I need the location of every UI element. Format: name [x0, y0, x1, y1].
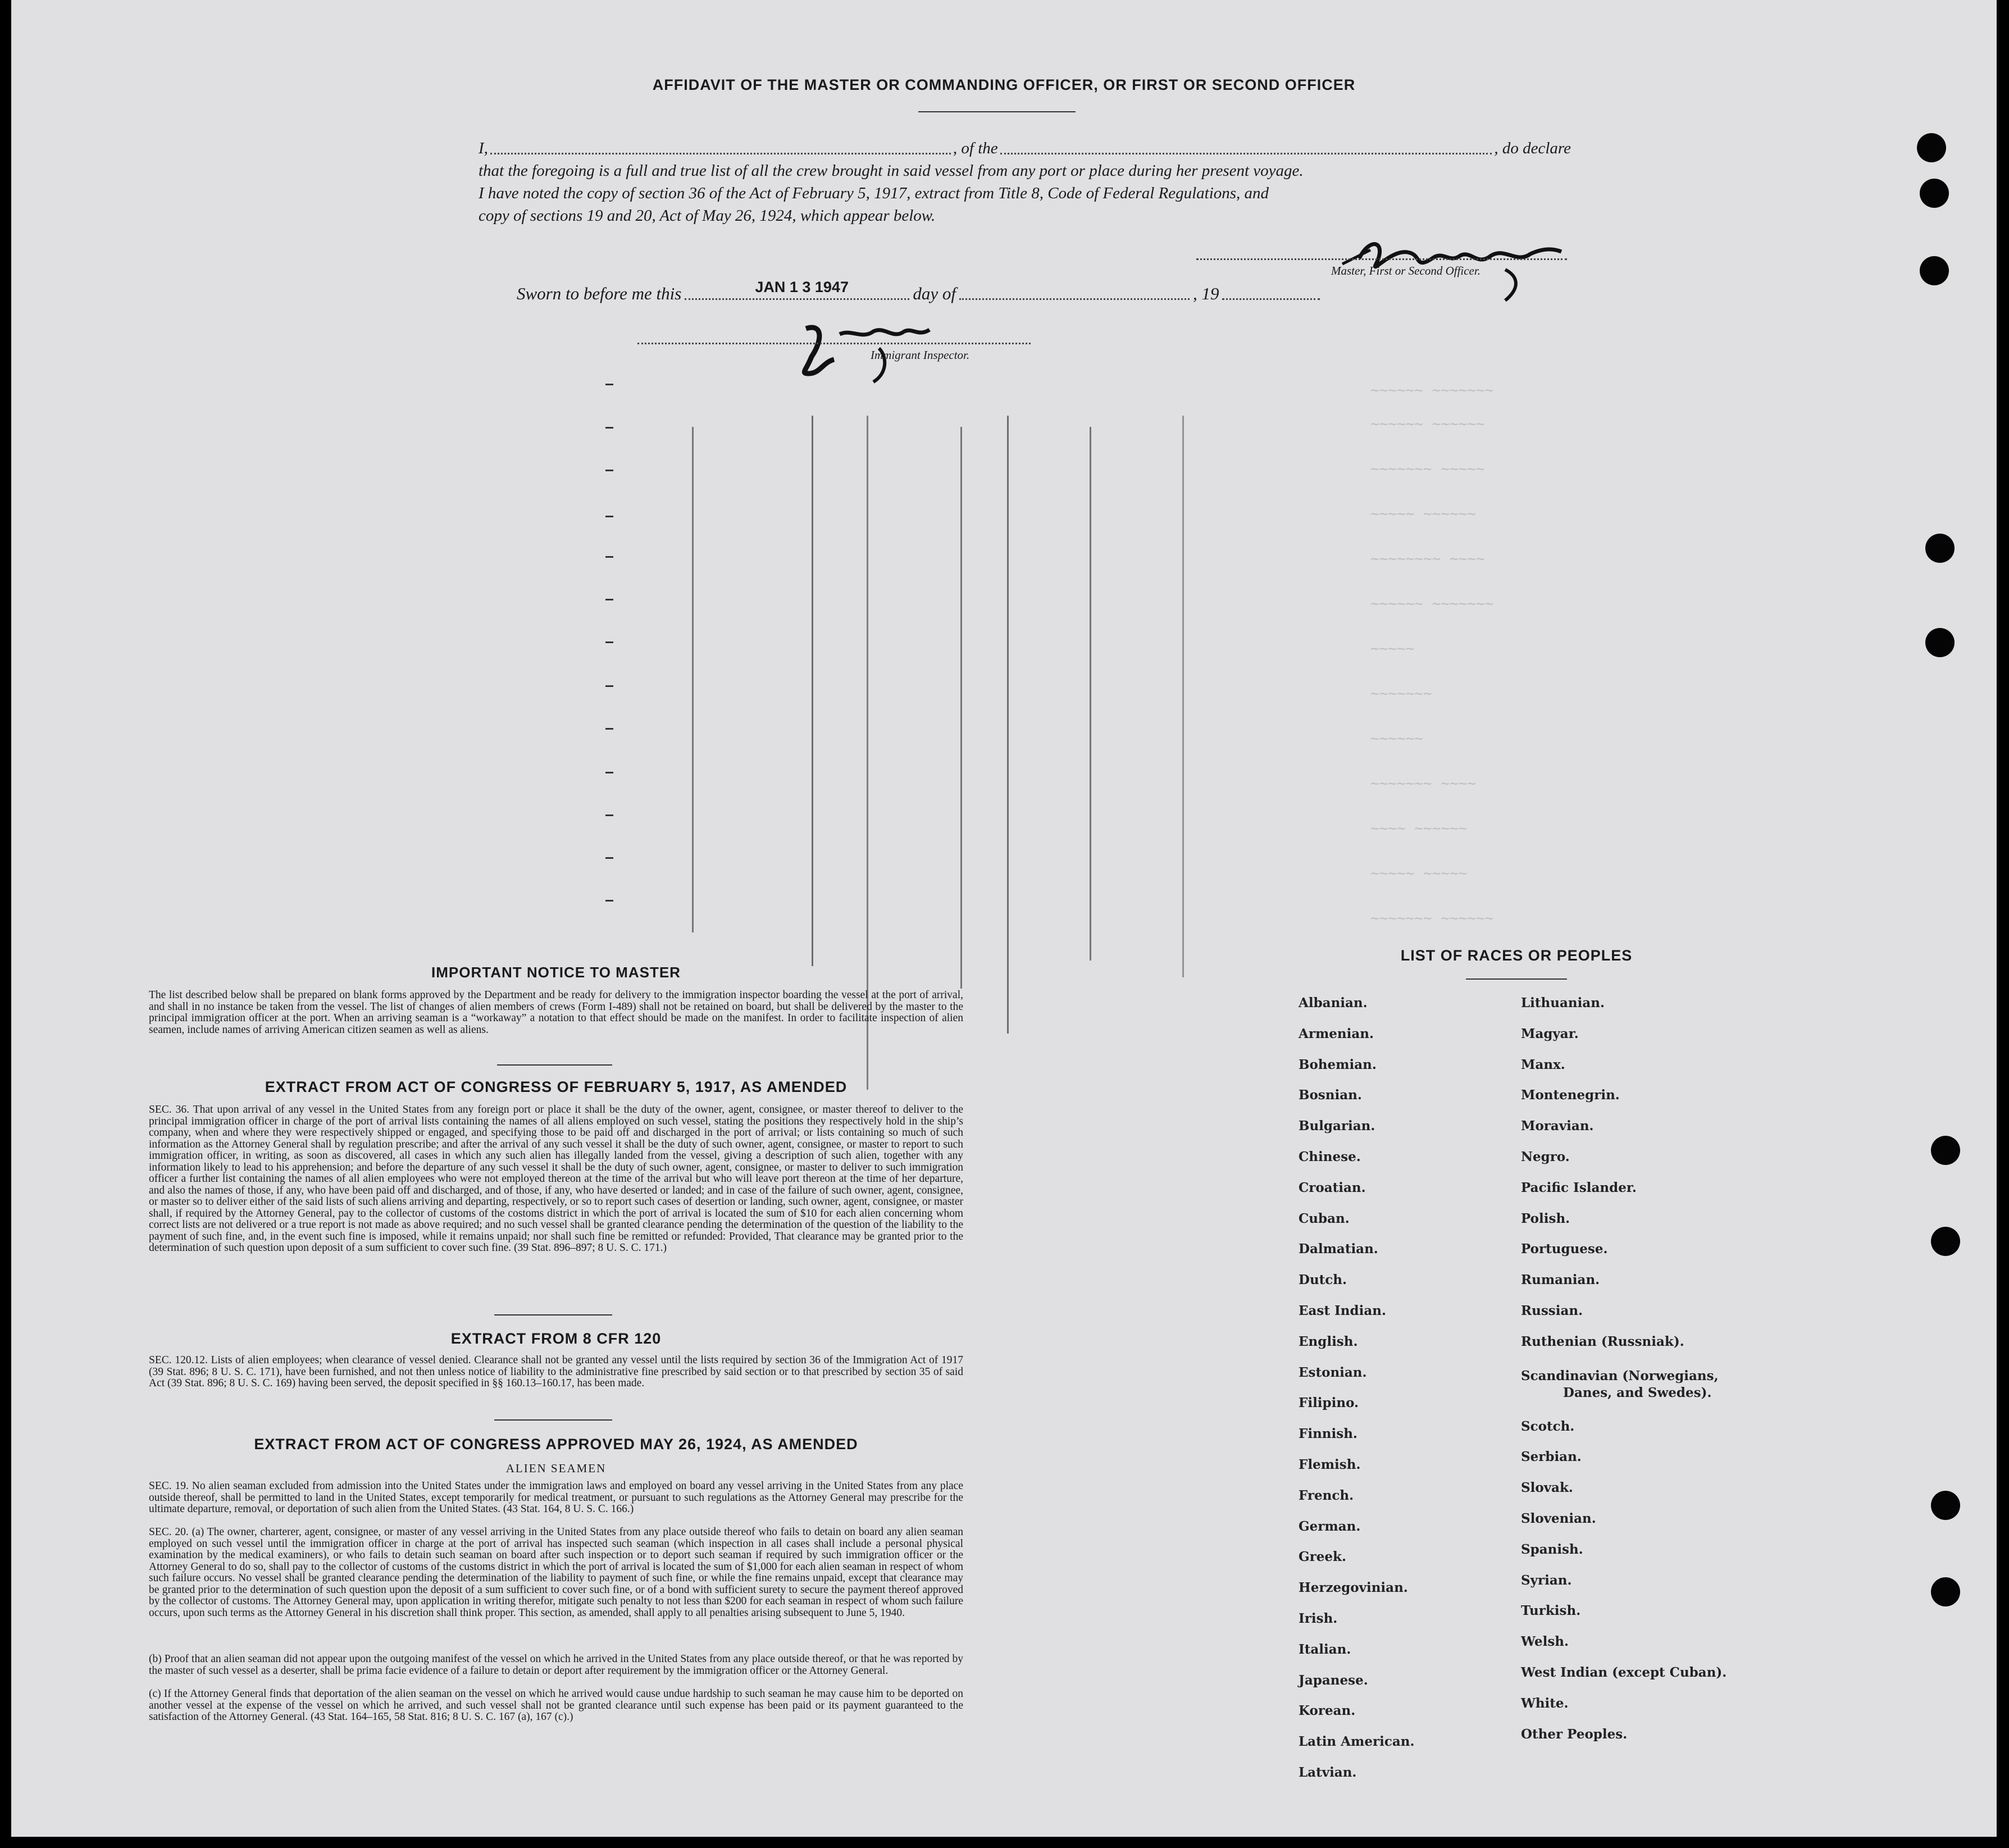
race-item: Dalmatian. — [1299, 1241, 1378, 1257]
sworn-date-blank — [685, 279, 909, 300]
punch-hole — [1920, 179, 1949, 208]
race-item: Slovak. — [1521, 1480, 1573, 1496]
race-item: Albanian. — [1299, 995, 1368, 1011]
section-rule — [494, 1419, 612, 1421]
race-item: Montenegrin. — [1521, 1087, 1620, 1103]
column-rule — [1090, 427, 1091, 961]
row-tick — [605, 599, 613, 600]
race-item: Slovenian. — [1521, 1510, 1596, 1526]
row-tick — [605, 900, 613, 902]
races-right-column — [1521, 995, 1835, 1757]
punch-hole — [1931, 1227, 1960, 1256]
race-item: Moravian. — [1521, 1118, 1594, 1134]
race-item: Syrian. — [1521, 1572, 1572, 1588]
race-item: White. — [1521, 1695, 1569, 1711]
vessel-blank — [1000, 153, 1492, 154]
section-rule — [497, 1064, 612, 1066]
race-item: Bulgarian. — [1299, 1118, 1375, 1134]
master-signature-line — [1196, 258, 1567, 260]
inspector-caption: Immigrant Inspector. — [871, 348, 970, 362]
date-stamp: JAN 1 3 1947 — [755, 279, 849, 295]
race-item: Turkish. — [1521, 1603, 1581, 1619]
race-item: English. — [1299, 1333, 1358, 1349]
race-item: German. — [1299, 1518, 1361, 1534]
race-item: Latin American. — [1299, 1734, 1415, 1750]
section-rule — [494, 1314, 612, 1316]
extract-cfr-text: SEC. 120.12. Lists of alien employees; when clearance of vessel denied. Clearance shall not be granted any vessel until the lists required by section 36 of the Immigration Act of 1917 (39 Stat. 896; 8 U. S. C. 171), have been furnished, and not then unless notice of liability to the administrative fine prescribed by said section or to that prescribed by section 35 of said Act (39 Stat. 896; 8 U. S. C. 169) having been served, the deposit specified in §§ 160.13–160.17, has been made. — [149, 1354, 963, 1389]
race-item: Japanese. — [1299, 1672, 1368, 1688]
row-tick — [605, 814, 613, 816]
affidavit-declare: , do declare — [1494, 139, 1571, 157]
race-item: Finnish. — [1299, 1426, 1357, 1442]
column-rule — [1007, 416, 1009, 1034]
race-item: Cuban. — [1299, 1210, 1350, 1226]
races-heading: LIST OF RACES OR PEOPLES — [1400, 947, 1633, 964]
affidavit-line3: I have noted the copy of section 36 of the Act of February 5, 1917, extract from Title 8, Code of Federal Regulations, and — [479, 184, 1269, 202]
affidavit-i: I, — [479, 139, 488, 157]
month-blank — [959, 298, 1190, 300]
race-item: French. — [1299, 1487, 1354, 1503]
punch-hole — [1931, 1491, 1960, 1520]
race-item: Magyar. — [1521, 1026, 1579, 1041]
race-item: West Indian (except Cuban). — [1521, 1664, 1727, 1680]
bleed-through-text: ~~~~~~ ~~~~~~~ ~~~~~~ ~~~~~~ ~~~~~~~ ~~~~~ ~~~~~ ~~~~~~ ~~~~~~~~ ~~~~ ~~~~~~ ~~~~~~~ ~~~~~ ~~~~~~~ ~~~~~~ ~~~~~~~ ~~~~ ~~~~ ~~~~~~ ~~~~~ ~~~~~ ~~~~~~~ ~~~~~~ — [1370, 382, 1494, 927]
race-item: Russian. — [1521, 1303, 1583, 1318]
master-caption: Master, First or Second Officer. — [1331, 264, 1480, 277]
affidavit-line2: that the foregoing is a full and true list of all the crew brought in said vessel from any port or place during her present voyage. — [479, 162, 1304, 180]
sec-20a-text: SEC. 20. (a) The owner, charterer, agent, consignee, or master of any vessel arriving in the United States from any place outside thereof who fails to detain on board any alien seaman employed on such vessel until the immigration officer in charge at the port of arrival has inspected such seaman (which inspection in all cases shall include a personal physical examination by the medical examiners), or who fails to detain such seaman on board after such inspection or to deport such seaman if required by such immigration officer or the Attorney General to do so, shall pay to the collector of customs of the customs district in which the port of arrival is located the sum of $1,000 for each alien seaman in respect of whom such failure occurs. No vessel shall be granted clearance pending the determination of the liability to payment of such fine, or while the fine remains unpaid, except that clearance may be granted prior to the determination of such question upon the deposit of a sum sufficient to cover such fine, or of a bond with sufficient surety to secure the payment thereof approved by the collector of customs. The Attorney General may, upon application in writing therefor, mitigate such penalty to not less than $200 for each seaman in respect of whom such failure occurs, upon such terms as the Attorney General in his discretion shall think proper. This section, as amended, shall apply to all penalties arising subsequent to June 5, 1940. — [149, 1526, 963, 1619]
races-left-column — [1299, 995, 1512, 1796]
year-blank — [1222, 298, 1320, 300]
race-item: Irish. — [1299, 1610, 1338, 1626]
race-item: Other Peoples. — [1521, 1726, 1628, 1742]
year-label: , 19 — [1192, 284, 1219, 303]
sec-19-text: SEC. 19. No alien seaman excluded from admission into the United States under the immigration laws and employed on board any vessel arriving in the United States from any place outside thereof, shall be permitted to land in the United States, except temporarily for medical treatment, or pursuant to such regulations as the Attorney General may prescribe for the ultimate departure, removal, or deportation of such alien from the United States. (43 Stat. 164, 8 U. S. C. 166.) — [149, 1480, 963, 1515]
race-item: Greek. — [1299, 1549, 1346, 1565]
race-item: Ruthenian (Russniak). — [1521, 1333, 1684, 1349]
row-tick — [605, 641, 613, 643]
column-rule — [867, 416, 868, 1090]
affidavit-line4: copy of sections 19 and 20, Act of May 26, 1924, which appear below. — [479, 207, 936, 225]
race-item: Flemish. — [1299, 1456, 1361, 1472]
sworn-label: Sworn to before me this — [517, 284, 682, 303]
day-of-label: day of — [913, 284, 956, 303]
row-tick — [605, 470, 613, 471]
heading-rule — [918, 111, 1076, 112]
race-item: Croatian. — [1299, 1180, 1366, 1195]
race-item: Filipino. — [1299, 1395, 1359, 1411]
race-item: Portuguese. — [1521, 1241, 1608, 1257]
column-rule — [692, 427, 694, 932]
notice-text: The list described below shall be prepared on blank forms approved by the Department and be ready for delivery to the immigration inspector boarding the vessel at the port of arrival, and shall in no instance be taken from the vessel. The list of changes of alien members of crews (Form I-489) shall not be retained on board, but shall be delivered by the master to the principal immigration officer at the port. When an arriving seaman is a “workaway” a notation to that effect should be made on the manifest. In order to facilitate inspection of alien seamen, include names of arriving American citizen seamen as well as aliens. — [149, 989, 963, 1036]
race-item: Pacific Islander. — [1521, 1180, 1637, 1195]
sec-20b-text: (b) Proof that an alien seaman did not appear upon the outgoing manifest of the vessel on which he arrived in the United States from any place outside thereof, or that he was reported by the master of such vessel as a deserter, shall be prima facie evidence of a failure to detain or deport after requirement by the immigration officer or the Attorney General. — [149, 1653, 963, 1677]
race-item: East Indian. — [1299, 1303, 1386, 1318]
row-tick — [605, 772, 613, 773]
document-page — [11, 0, 1997, 1837]
race-item: Estonian. — [1299, 1364, 1367, 1380]
race-item: Herzegovinian. — [1299, 1580, 1408, 1596]
race-item: Scandinavian (Norwegians, — [1521, 1368, 1719, 1383]
race-item: Italian. — [1299, 1641, 1351, 1657]
sec-20c-text: (c) If the Attorney General finds that deportation of the alien seaman on the vessel on which he arrived would cause undue hardship to such seaman he may cause him to be deported on another vessel at the expense of the vessel on which he arrived, and such vessel shall not be granted clearance until such expense has been paid or its payment guaranteed to the satisfaction of the Attorney General. (43 Stat. 164–165, 58 Stat. 816; 8 U. S. C. 167 (a), 167 (c).) — [149, 1688, 963, 1723]
races-heading-rule — [1466, 978, 1567, 980]
extract-1924-heading: EXTRACT FROM ACT OF CONGRESS APPROVED MAY 26, 1924, AS AMENDED — [254, 1436, 858, 1453]
race-item: Latvian. — [1299, 1764, 1357, 1780]
column-rule — [1182, 416, 1184, 977]
affidavit-line1 — [479, 139, 1571, 158]
extract-1917-text: SEC. 36. That upon arrival of any vessel in the United States from any foreign port or place it shall be the duty of the owner, agent, consignee, or master thereof to deliver to the principal immigration officer in charge of the port of arrival lists containing the names of all aliens employed on such vessel, stating the positions they respectively hold in the ship’s company, when and where they were respectively shipped or engaged, and specifying those to be paid off and discharged in the port of arrival; or lists containing so much of such information as the Attorney General shall by regulation prescribe; and after the arrival of any such vessel it shall be the duty of such owner, agent, consignee, or master to report to such immigration officer, in writing, as soon as discovered, all cases in which any such alien has illegally landed from the vessel, giving a description of such alien, together with any information likely to lead to his apprehension; and before the departure of any such vessel it shall be the duty of such owner, agent, consignee, or master to deliver to such immigration officer a further list containing the names of all alien employees who were not employed thereon at the time of the arrival but who will leave port thereon at the time of her departure, and also the names of those, if any, who have been paid off and discharged, and of those, if any, who have deserted or landed; and in case of the failure of such owner, agent, consignee, or master so to deliver either of the said lists of such aliens arriving and departing, respectively, or so to report such cases of desertion or landing, such owner, agent, consignee, or master shall, if required by the Attorney General, pay to the collector of customs of the costoms district in which the port of arrival is located the sum of $10 for each alien concerning whom correct lists are not delivered or a true report is not made as above required; and no such vessel shall be granted clearance pending the determination of the question of the liability to the payment of such fine, and, in the event such fine is imposed, while it remains unpaid; nor shall such fine be remitted or refunded: Provided, That clearance may be granted prior to the determination of such question upon deposit of a sum sufficient to cover such fine. (39 Stat. 896–897; 8 U. S. C. 171.) — [149, 1104, 963, 1254]
race-item: Negro. — [1521, 1149, 1570, 1164]
race-item: Welsh. — [1521, 1634, 1569, 1650]
punch-hole — [1931, 1136, 1960, 1165]
race-item: Serbian. — [1521, 1449, 1582, 1465]
row-tick — [605, 857, 613, 859]
punch-hole — [1920, 256, 1949, 285]
race-item: Armenian. — [1299, 1026, 1374, 1041]
column-rule — [960, 427, 962, 989]
race-item: Spanish. — [1521, 1541, 1583, 1557]
name-blank — [490, 153, 951, 154]
row-tick — [605, 427, 613, 429]
race-item: Rumanian. — [1521, 1272, 1600, 1288]
affidavit-heading: AFFIDAVIT OF THE MASTER OR COMMANDING OFFICER, OR FIRST OR SECOND OFFICER — [652, 76, 1356, 93]
punch-hole — [1917, 133, 1946, 162]
row-tick — [605, 384, 613, 385]
row-tick — [605, 516, 613, 517]
punch-hole — [1925, 628, 1955, 657]
race-item: Manx. — [1521, 1057, 1565, 1072]
race-item: Polish. — [1521, 1210, 1570, 1226]
sworn-line — [517, 279, 1320, 304]
extract-1924-subheading: ALIEN SEAMEN — [505, 1462, 607, 1475]
row-tick — [605, 728, 613, 730]
race-item: Korean. — [1299, 1703, 1356, 1719]
punch-hole — [1925, 534, 1955, 563]
race-item: Scotch. — [1521, 1418, 1575, 1434]
race-item: Danes, and Swedes). — [1563, 1385, 1712, 1400]
column-rule — [812, 416, 813, 966]
notice-heading: IMPORTANT NOTICE TO MASTER — [431, 964, 681, 981]
row-tick — [605, 556, 613, 558]
race-item: Bosnian. — [1299, 1087, 1362, 1103]
inspector-signature-line — [637, 343, 1031, 344]
extract-cfr-heading: EXTRACT FROM 8 CFR 120 — [450, 1330, 662, 1347]
race-item: Lithuanian. — [1521, 995, 1605, 1011]
punch-hole — [1931, 1577, 1960, 1606]
extract-1917-heading: EXTRACT FROM ACT OF CONGRESS OF FEBRUARY 5, 1917, AS AMENDED — [265, 1078, 848, 1095]
race-item: Chinese. — [1299, 1149, 1361, 1164]
race-item: Dutch. — [1299, 1272, 1347, 1288]
row-tick — [605, 685, 613, 687]
affidavit-of-the: , of the — [953, 139, 998, 157]
race-item: Bohemian. — [1299, 1057, 1377, 1072]
